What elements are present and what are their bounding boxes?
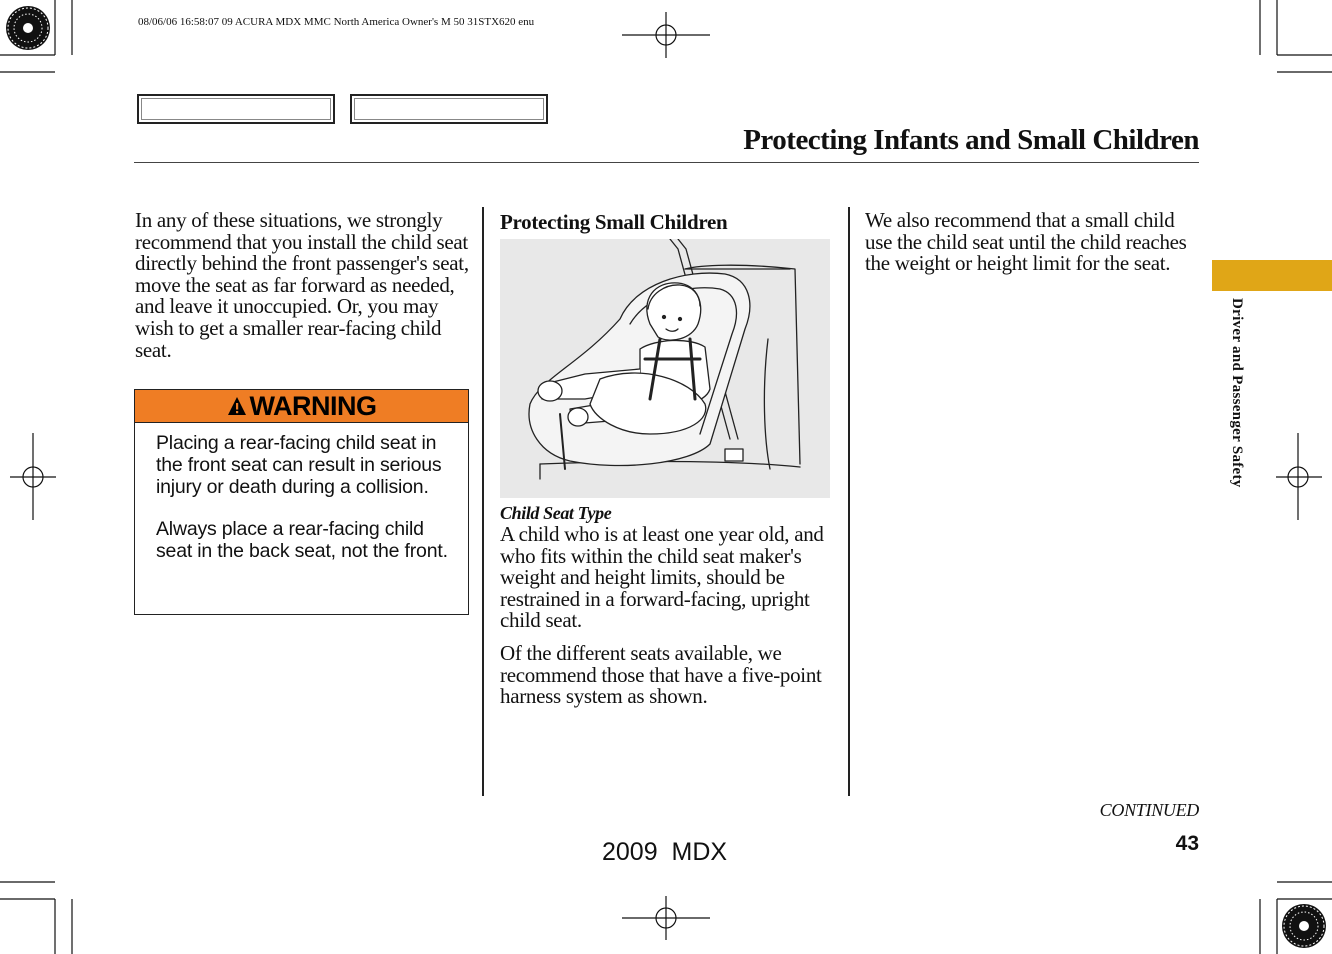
child-seat-illustration [500,239,830,498]
column-2-paragraph: Of the different seats available, we recommend those that have a five-point harness system as shown. [500,640,822,709]
column-2-body [500,524,830,708]
page-number: 43 [1175,832,1199,855]
warning-body [135,423,468,563]
column-divider [482,207,484,796]
nav-button-right[interactable] [350,94,548,124]
warning-paragraph: Always place a rear-facing child seat in the back seat, not the front. [156,518,448,563]
warning-paragraph: Placing a rear-facing child seat in the front seat can result in serious injury or death during a collision. [156,432,442,498]
continued-label: CONTINUED [1099,800,1199,820]
column-1 [135,210,470,361]
column-1-paragraph: In any of these situations, we strongly recommend that you install the child seat directly behind the front passenger's seat, move the seat as far forward as needed, and leave it unoccupied. Or, you may wish to get a smaller rear-facing child seat. [135,208,469,362]
warning-label: WARNING [249,390,377,421]
warning-header [135,390,468,423]
section-heading: Protecting Small Children [500,210,728,234]
print-info: 08/06/06 16:58:07 09 ACURA MDX MMC North America Owner's M 50 31STX620 enu [138,16,535,28]
column-2-paragraph: A child who is at least one year old, and who fits within the child seat maker's weight and height limits, should be restrained in a forward-facing, upright child seat. [500,522,824,633]
image-caption: Child Seat Type [500,503,612,523]
warning-triangle-icon [227,396,247,416]
column-3-paragraph: We also recommend that a small child use the child seat until the child reaches the weight or height limit for the seat. [865,208,1187,276]
column-3 [865,210,1203,275]
nav-button-left[interactable] [137,94,335,124]
warning-box [134,389,469,615]
model-label: 2009 MDX [602,838,728,866]
column-divider [848,207,850,796]
child-in-seat-image [500,239,830,498]
page-title: Protecting Infants and Small Children [743,124,1199,156]
section-tab [1212,260,1332,291]
title-rule [134,162,1199,163]
column-2-heading-wrap [500,210,830,235]
section-tab-label: Driver and Passenger Safety [1229,298,1245,488]
